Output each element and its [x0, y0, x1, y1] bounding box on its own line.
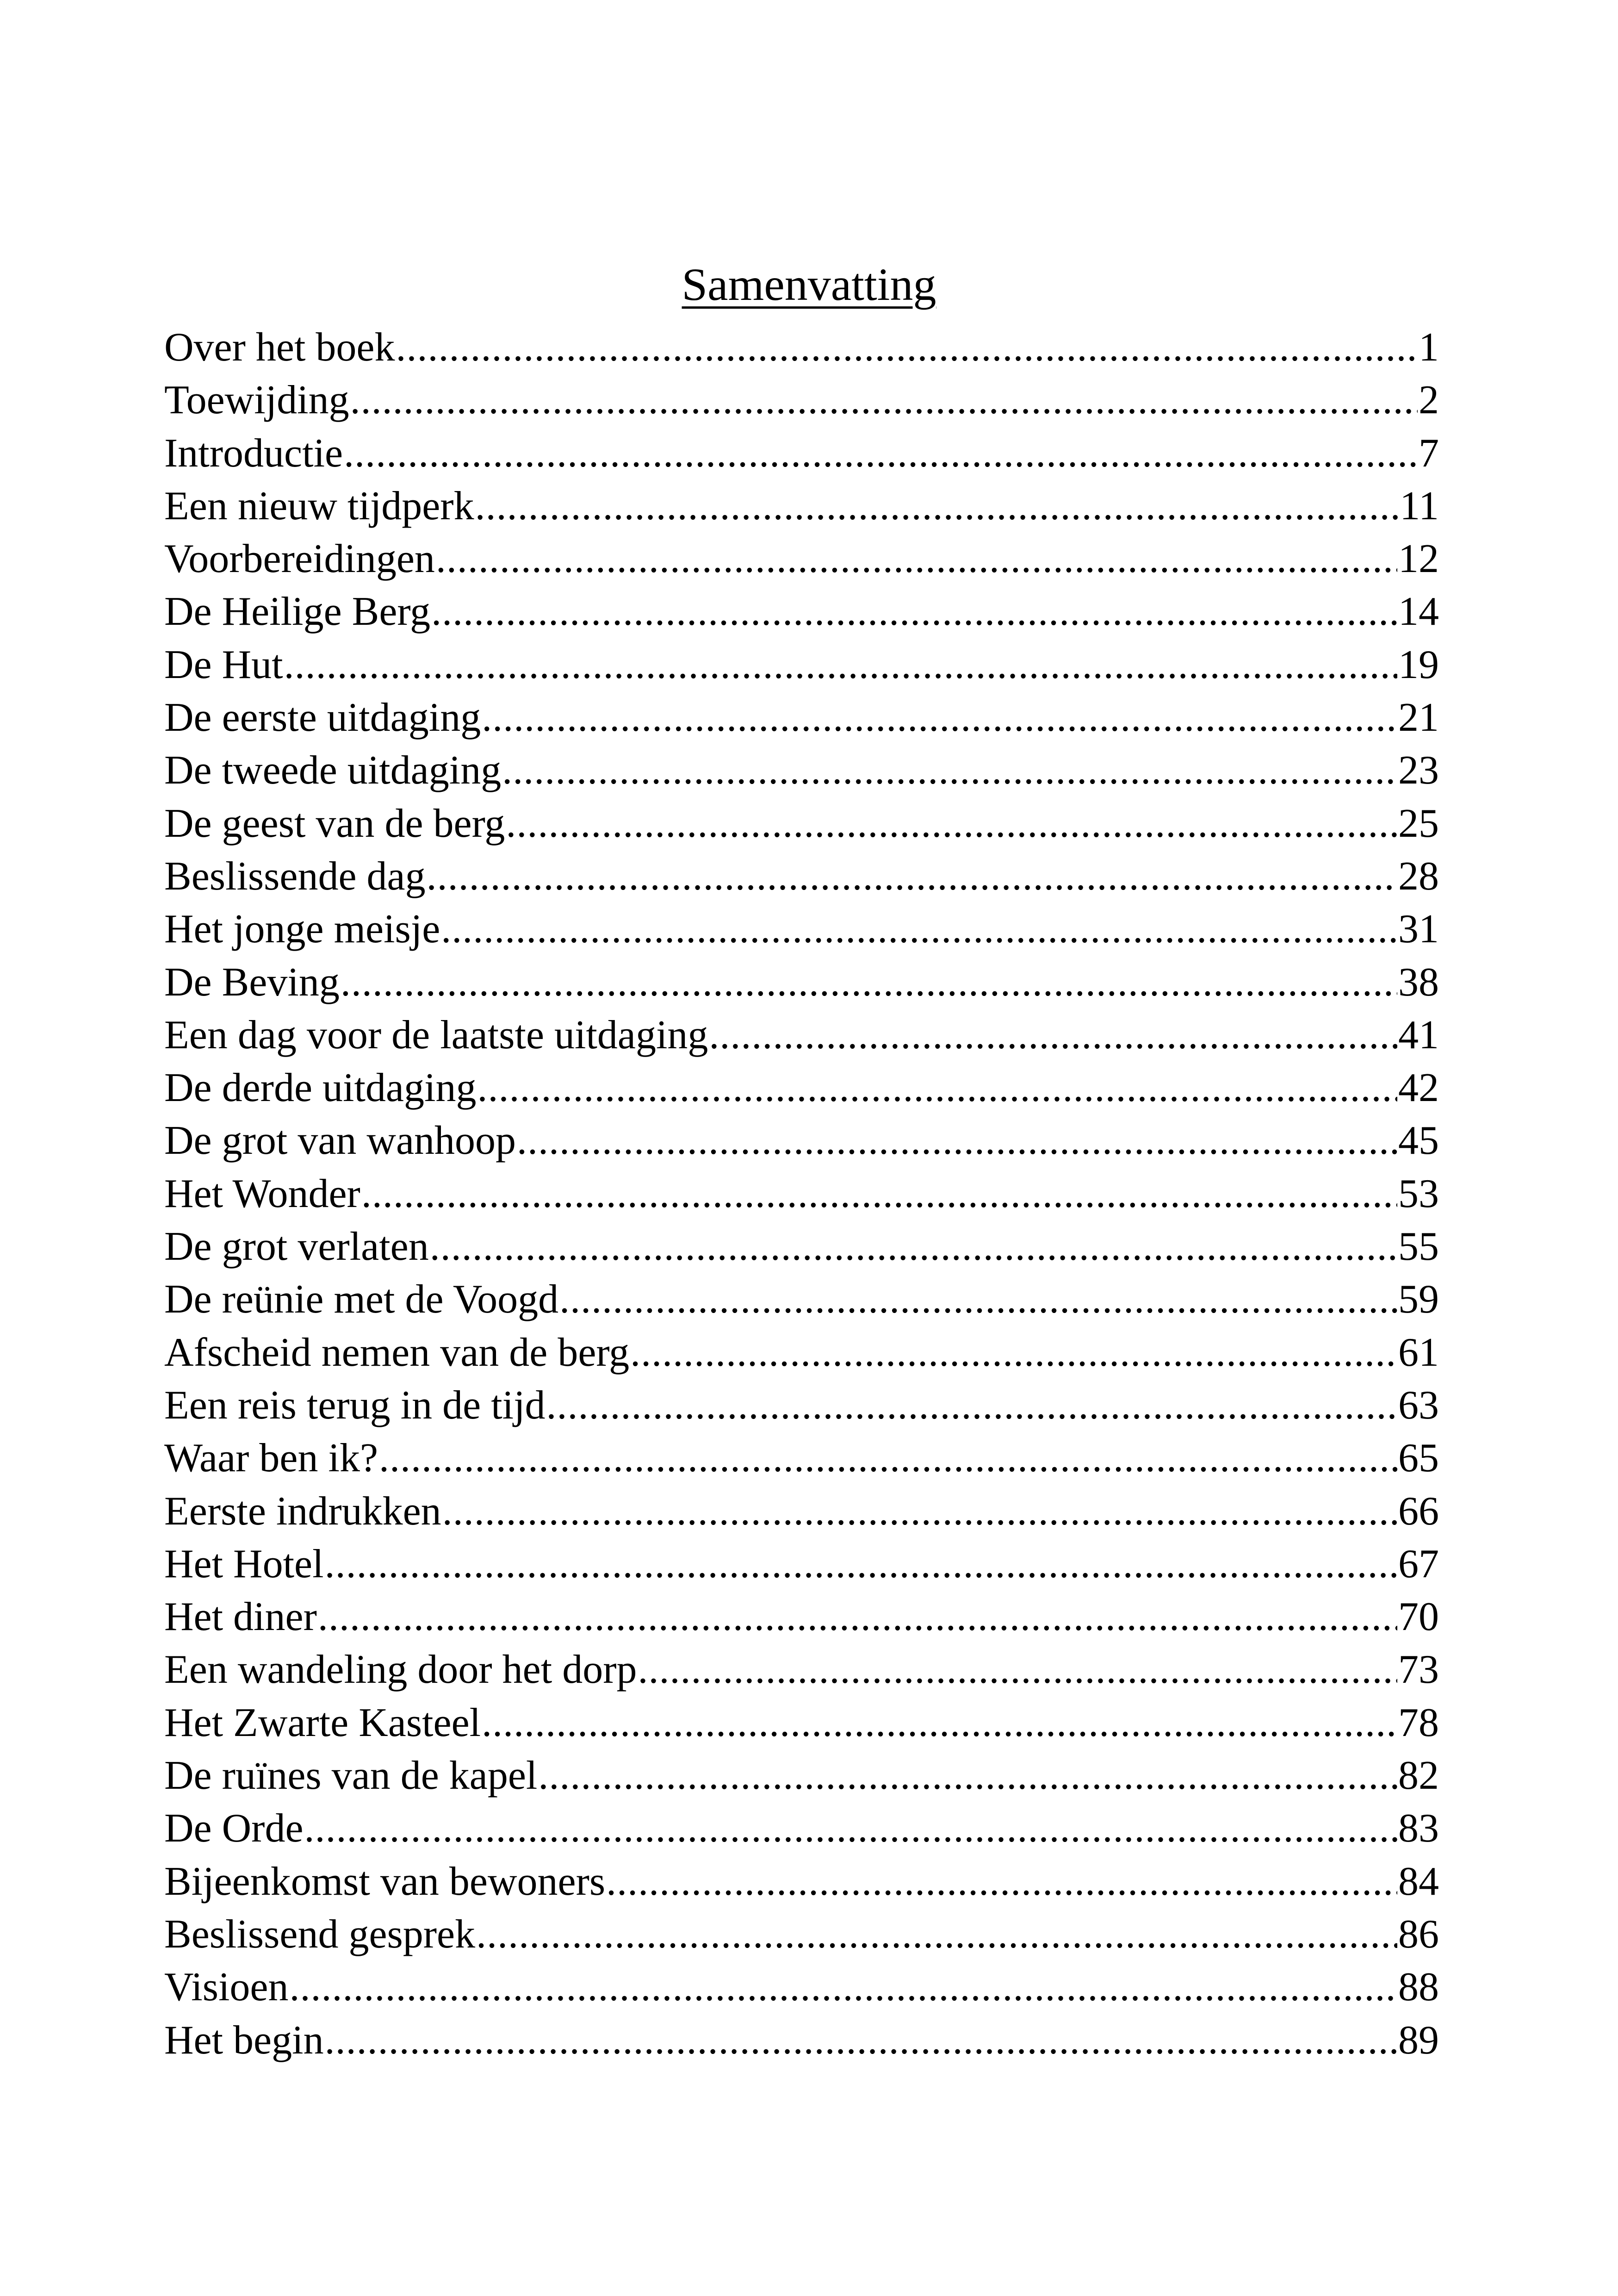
toc-dot-leader — [546, 1379, 1397, 1432]
toc-dot-leader — [559, 1273, 1397, 1326]
toc-entry-label: De Beving — [164, 959, 340, 1005]
toc-entry-page-number: 28 — [1398, 853, 1439, 899]
toc-dot-leader — [482, 691, 1397, 744]
toc-dot-leader — [431, 585, 1397, 638]
toc-entry — [164, 744, 1439, 797]
toc-entry-page-number: 42 — [1398, 1065, 1439, 1111]
toc-entry — [164, 427, 1439, 480]
toc-entry-page-number: 1 — [1419, 325, 1439, 370]
toc-dot-leader — [506, 797, 1397, 850]
toc-entry — [164, 321, 1439, 374]
toc-entry-page-number: 63 — [1398, 1382, 1439, 1428]
toc-entry-label: De geest van de berg — [164, 801, 505, 846]
toc-dot-leader — [361, 1168, 1397, 1220]
toc-entry — [164, 691, 1439, 744]
toc-dot-leader — [502, 744, 1397, 797]
toc-entry-label: De grot van wanhoop — [164, 1118, 516, 1164]
toc-entry-label: Beslissend gesprek — [164, 1911, 476, 1957]
toc-entry — [164, 1485, 1439, 1538]
toc-entry-page-number: 41 — [1398, 1012, 1439, 1058]
toc-entry-page-number: 11 — [1400, 483, 1439, 529]
toc-entry — [164, 1749, 1439, 1802]
toc-entry-label: Het Hotel — [164, 1541, 324, 1587]
toc-dot-leader — [441, 903, 1397, 956]
toc-dot-leader — [476, 1908, 1397, 1961]
toc-dot-leader — [638, 1643, 1398, 1696]
toc-entry-page-number: 83 — [1398, 1806, 1439, 1851]
toc-entry-label: Toewijding — [164, 378, 349, 423]
toc-entry — [164, 1220, 1439, 1273]
toc-entry-label: De Heilige Berg — [164, 589, 431, 635]
toc-entry — [164, 374, 1439, 427]
toc-entry-label: De Orde — [164, 1806, 304, 1851]
toc-dot-leader — [344, 427, 1418, 480]
toc-dot-leader — [325, 2014, 1397, 2067]
toc-dot-leader — [284, 639, 1397, 691]
toc-entry-page-number: 55 — [1398, 1224, 1439, 1269]
toc-entry-label: De reünie met de Voogd — [164, 1277, 559, 1322]
toc-entry-label: Bijeenkomst van bewoners — [164, 1859, 606, 1904]
toc-dot-leader — [341, 956, 1397, 1009]
toc-dot-leader — [630, 1326, 1397, 1379]
toc-entry-page-number: 2 — [1419, 378, 1439, 423]
toc-entry — [164, 903, 1439, 956]
toc-entry-page-number: 25 — [1398, 801, 1439, 846]
toc-entry-label: Voorbereidingen — [164, 536, 435, 582]
toc-entry — [164, 533, 1439, 585]
toc-entry — [164, 585, 1439, 638]
toc-entry-page-number: 89 — [1398, 2017, 1439, 2063]
toc-entry — [164, 2014, 1439, 2067]
toc-entry-page-number: 66 — [1398, 1488, 1439, 1534]
toc-dot-leader — [325, 1538, 1397, 1591]
toc-entry — [164, 1062, 1439, 1114]
toc-entry-label: De eerste uitdaging — [164, 695, 481, 740]
toc-dot-leader — [436, 533, 1397, 585]
toc-entry-page-number: 53 — [1398, 1171, 1439, 1216]
toc-entry-label: Een dag voor de laatste uitdaging — [164, 1012, 708, 1058]
toc-entry-page-number: 86 — [1398, 1911, 1439, 1957]
toc-entry-label: Beslissende dag — [164, 853, 426, 899]
toc-entry-page-number: 61 — [1398, 1330, 1439, 1375]
toc-entry — [164, 1326, 1439, 1379]
toc-entry — [164, 1591, 1439, 1643]
toc-entry — [164, 1908, 1439, 1961]
toc-entry-label: Een wandeling door het dorp — [164, 1647, 637, 1692]
toc-entry-page-number: 21 — [1398, 695, 1439, 740]
toc-entry-page-number: 19 — [1398, 642, 1439, 687]
toc-entry-label: Een reis terug in de tijd — [164, 1382, 546, 1428]
toc-dot-leader — [477, 1062, 1397, 1114]
toc-entry-label: Het Zwarte Kasteel — [164, 1700, 481, 1745]
toc-dot-leader — [442, 1485, 1397, 1538]
toc-entry-page-number: 23 — [1398, 748, 1439, 793]
toc-entry-label: Waar ben ik? — [164, 1436, 378, 1481]
table-of-contents — [164, 321, 1439, 2067]
toc-entry-page-number: 78 — [1398, 1700, 1439, 1745]
toc-entry-page-number: 31 — [1398, 907, 1439, 952]
toc-entry — [164, 1961, 1439, 2014]
toc-dot-leader — [517, 1114, 1397, 1167]
toc-entry-label: Een nieuw tijdperk — [164, 483, 474, 529]
toc-dot-leader — [482, 1697, 1397, 1749]
toc-dot-leader — [427, 850, 1397, 903]
toc-entry-page-number: 14 — [1398, 589, 1439, 635]
toc-title-text: Samenvatting — [682, 259, 936, 310]
toc-entry-page-number: 38 — [1398, 959, 1439, 1005]
toc-entry — [164, 797, 1439, 850]
toc-entry — [164, 1697, 1439, 1749]
toc-entry-page-number: 12 — [1398, 536, 1439, 582]
toc-entry-label: Eerste indrukken — [164, 1488, 441, 1534]
toc-entry-label: Visioen — [164, 1965, 289, 2010]
toc-entry-page-number: 88 — [1398, 1965, 1439, 2010]
toc-dot-leader — [709, 1009, 1397, 1062]
toc-entry-page-number: 65 — [1398, 1436, 1439, 1481]
toc-entry — [164, 1273, 1439, 1326]
toc-entry — [164, 1643, 1439, 1696]
toc-dot-leader — [350, 374, 1418, 427]
toc-entry-page-number: 84 — [1398, 1859, 1439, 1904]
toc-entry — [164, 1855, 1439, 1908]
toc-dot-leader — [538, 1749, 1397, 1802]
toc-entry-label: Over het boek — [164, 325, 395, 370]
toc-entry — [164, 1538, 1439, 1591]
toc-entry-page-number: 59 — [1398, 1277, 1439, 1322]
toc-entry — [164, 1114, 1439, 1167]
toc-entry-page-number: 70 — [1398, 1594, 1439, 1640]
toc-entry — [164, 1168, 1439, 1220]
toc-entry — [164, 1802, 1439, 1855]
toc-dot-leader — [430, 1220, 1397, 1273]
toc-entry-page-number: 82 — [1398, 1753, 1439, 1798]
toc-entry — [164, 1379, 1439, 1432]
toc-entry-label: Het jonge meisje — [164, 907, 440, 952]
toc-dot-leader — [304, 1802, 1397, 1855]
toc-entry-label: Het begin — [164, 2017, 324, 2063]
toc-entry-label: De Hut — [164, 642, 283, 687]
toc-entry-label: Afscheid nemen van de berg — [164, 1330, 630, 1375]
toc-entry — [164, 639, 1439, 691]
toc-entry-label: De ruïnes van de kapel — [164, 1753, 538, 1798]
toc-entry-page-number: 7 — [1419, 430, 1439, 476]
toc-dot-leader — [396, 321, 1418, 374]
toc-dot-leader — [475, 480, 1399, 533]
toc-entry — [164, 480, 1439, 533]
toc-entry-label: De tweede uitdaging — [164, 748, 502, 793]
toc-entry-label: Het diner — [164, 1594, 317, 1640]
toc-dot-leader — [606, 1855, 1397, 1908]
toc-dot-leader — [318, 1591, 1397, 1643]
toc-entry-page-number: 67 — [1398, 1541, 1439, 1587]
toc-dot-leader — [379, 1432, 1397, 1485]
toc-entry — [164, 956, 1439, 1009]
toc-entry-label: De grot verlaten — [164, 1224, 429, 1269]
toc-entry-label: De derde uitdaging — [164, 1065, 477, 1111]
toc-entry — [164, 1432, 1439, 1485]
toc-entry-label: Introductie — [164, 430, 343, 476]
toc-title — [0, 257, 1618, 312]
toc-entry — [164, 850, 1439, 903]
toc-entry-page-number: 45 — [1398, 1118, 1439, 1164]
toc-entry-page-number: 73 — [1398, 1647, 1439, 1692]
toc-entry — [164, 1009, 1439, 1062]
toc-entry-label: Het Wonder — [164, 1171, 360, 1216]
toc-dot-leader — [289, 1961, 1397, 2014]
